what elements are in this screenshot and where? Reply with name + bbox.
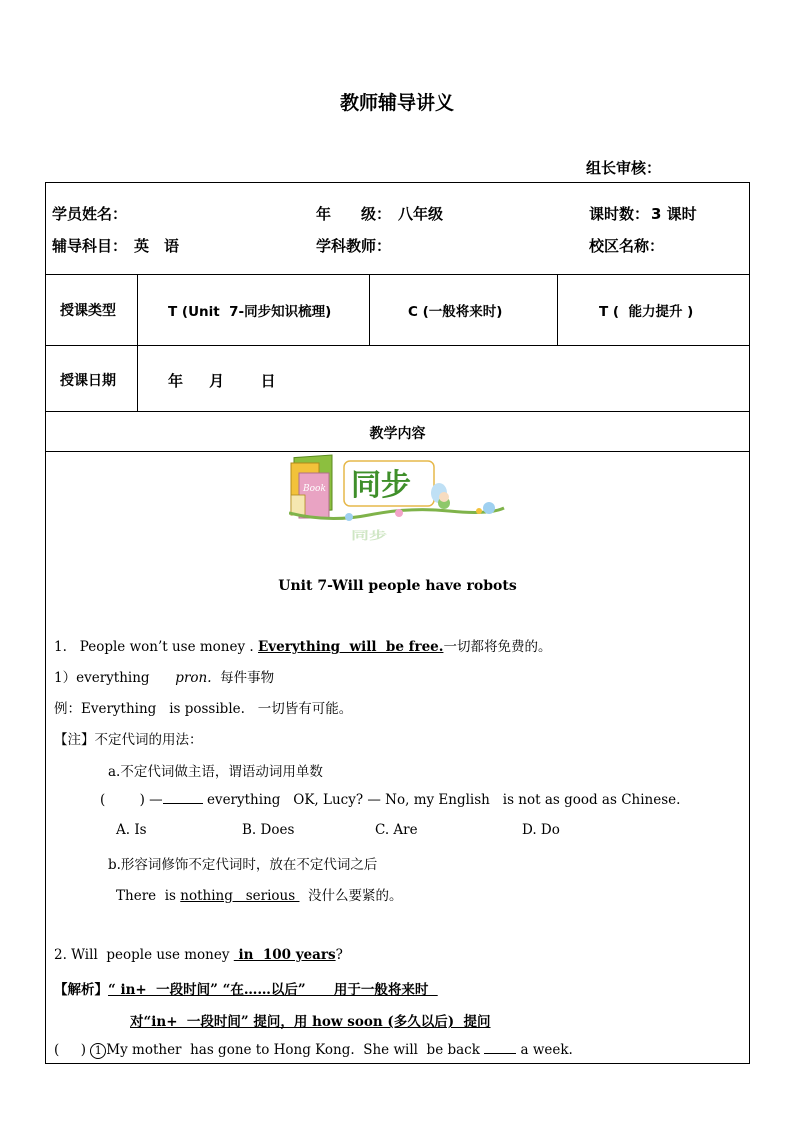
content-line-12: ( ) 1 My mother has gone to Hong Kong. She will be back a week. — [54, 1042, 573, 1058]
option-c: C. Are — [375, 822, 418, 838]
content-line-5: a.不定代词做主语，谓语动词用单数 — [108, 764, 323, 780]
divider — [46, 345, 749, 346]
teaching-content-header: 教学内容 — [369, 426, 426, 442]
lesson-date-label: 授课日期 — [60, 373, 116, 389]
content-line-11: 对“in+ 一段时间” 提问，用 how soon (多久以后) 提问 — [130, 1014, 491, 1030]
answer-blank[interactable] — [163, 791, 203, 804]
content-line-3: 例：Everything is possible. 一切皆有可能。 — [54, 701, 353, 717]
divider — [46, 274, 749, 275]
divider — [137, 274, 138, 411]
divider — [46, 411, 749, 412]
lesson-type-t2: T ( 能力提升 ) — [599, 304, 694, 320]
campus-label: 校区名称： — [589, 237, 665, 255]
divider — [369, 274, 370, 345]
content-line-10: 【解析】“ in+ 一段时间” “在……以后” 用于一般将来时 — [54, 982, 438, 998]
option-d: D. Do — [522, 822, 560, 838]
option-b: B. Does — [242, 822, 295, 838]
subject-value: 英 语 — [134, 237, 180, 255]
lesson-date-value: 年 月 日 — [168, 372, 276, 390]
lesson-type-t1: T (Unit 7-同步知识梳理) — [168, 304, 332, 320]
content-line-6: ( ) — everything OK, Lucy? — No, my English is not as good as Chinese. — [100, 792, 681, 808]
divider — [46, 451, 749, 452]
teacher-label: 学科教师： — [316, 237, 392, 255]
student-name-label: 学员姓名： — [52, 205, 128, 223]
content-line-7: b.形容词修饰不定代词时，放在不定代词之后 — [108, 857, 378, 873]
lesson-type-label: 授课类型 — [60, 303, 116, 319]
option-a: A. Is — [116, 822, 147, 838]
divider — [557, 274, 558, 345]
sync-logo-image — [289, 453, 509, 553]
lesson-sheet — [45, 182, 750, 1064]
grade-value: 八年级 — [398, 205, 444, 223]
content-line-4: 【注】不定代词的用法： — [54, 732, 203, 748]
lesson-type-c: C (一般将来时) — [408, 304, 503, 320]
unit-title: Unit 7-Will people have robots — [278, 578, 517, 594]
content-line-9: 2. Will people use money in 100 years? — [54, 947, 343, 963]
question-number: 1 — [90, 1043, 106, 1059]
content-line-1: 1. People won’t use money . Everything will be free.一切都将免费的。 — [54, 639, 552, 655]
grade-label: 年 级： — [316, 205, 392, 223]
hours-value: 3 课时 — [651, 205, 697, 223]
subject-label: 辅导科目： — [52, 237, 128, 255]
hours-label: 课时数： — [589, 205, 650, 223]
content-line-8: There is nothing serious 没什么要紧的。 — [116, 888, 403, 904]
answer-blank[interactable] — [484, 1041, 516, 1054]
page-title: 教师辅导讲义 — [339, 92, 454, 114]
logo-title: 同步 — [351, 468, 411, 503]
leader-review-label: 组长审核： — [586, 159, 662, 177]
content-line-2: 1）everything pron. 每件事物 — [54, 670, 275, 686]
logo-reflection: 同步 — [351, 529, 387, 542]
book-text: Book — [303, 484, 326, 494]
